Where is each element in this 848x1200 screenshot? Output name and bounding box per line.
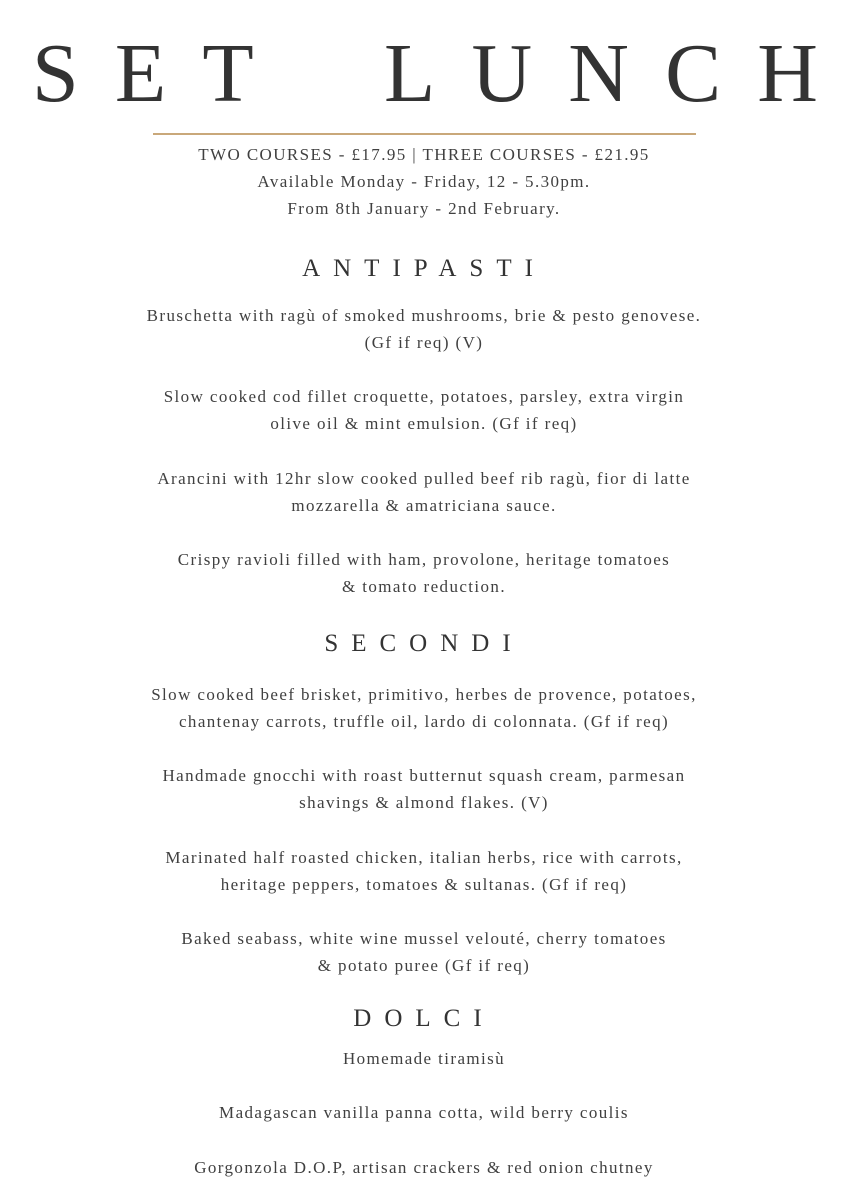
title-letter: C — [665, 27, 722, 120]
menu-item-dolci-3: Gorgonzola D.O.P, artisan crackers & red onion chutney — [194, 1158, 654, 1177]
title-divider — [153, 133, 696, 135]
menu-item-secondi-1-line1: Slow cooked beef brisket, primitivo, herbes de provence, potatoes, — [151, 685, 697, 704]
title-letter: H — [757, 27, 818, 120]
menu-item-secondi-3-line1: Marinated half roasted chicken, italian herbs, rice with carrots, — [165, 848, 683, 867]
menu-item-secondi-1-line2: chantenay carrots, truffle oil, lardo di colonnata. (Gf if req) — [178, 712, 670, 731]
menu-item-antipasti-4-line1: Crispy ravioli filled with ham, provolone, heritage tomatoes — [177, 550, 671, 569]
section-heading-antipasti: ANTIPASTI — [302, 255, 546, 282]
title-letter: L — [383, 27, 436, 120]
title-letter: U — [471, 27, 533, 120]
menu-item-secondi-4-line2: & potato puree (Gf if req) — [317, 956, 531, 975]
dates-line: From 8th January - 2nd February. — [287, 199, 561, 218]
menu-item-dolci-1: Homemade tiramisù — [342, 1049, 506, 1068]
menu-item-antipasti-2-line1: Slow cooked cod fillet croquette, potatoes, parsley, extra virgin — [163, 387, 685, 406]
title-letter: S — [32, 27, 79, 120]
section-heading-secondi: SECONDI — [324, 630, 524, 657]
menu-item-secondi-3-line2: heritage peppers, tomatoes & sultanas. (Gf if req) — [220, 875, 628, 894]
menu-item-secondi-2-line1: Handmade gnocchi with roast butternut squash cream, parmesan — [162, 766, 686, 785]
pricing-line: TWO COURSES - £17.95 | THREE COURSES - £21.95 — [198, 145, 650, 164]
title-letter: T — [202, 27, 254, 120]
title-gap — [290, 32, 348, 116]
page-title — [0, 27, 848, 120]
menu-item-antipasti-1-line2: (Gf if req) (V) — [364, 333, 484, 352]
menu-item-antipasti-3-line1: Arancini with 12hr slow cooked pulled beef rib ragù, fior di latte — [157, 469, 691, 488]
title-letter: N — [568, 27, 629, 120]
menu-item-secondi-2-line2: shavings & almond flakes. (V) — [299, 793, 549, 812]
menu-item-antipasti-3-line2: mozzarella & amatriciana sauce. — [291, 496, 557, 515]
menu-item-dolci-2: Madagascan vanilla panna cotta, wild berry coulis — [219, 1103, 629, 1122]
menu-item-antipasti-1-line1: Bruschetta with ragù of smoked mushrooms, brie & pesto genovese. — [146, 306, 702, 325]
menu-item-antipasti-4-line2: & tomato reduction. — [342, 577, 506, 596]
menu-item-antipasti-2-line2: olive oil & mint emulsion. (Gf if req) — [270, 414, 578, 433]
title-letter: E — [114, 27, 167, 120]
section-heading-dolci: DOLCI — [353, 1005, 495, 1032]
availability-line: Available Monday - Friday, 12 - 5.30pm. — [257, 172, 591, 191]
menu-item-secondi-4-line1: Baked seabass, white wine mussel velouté, cherry tomatoes — [181, 929, 667, 948]
